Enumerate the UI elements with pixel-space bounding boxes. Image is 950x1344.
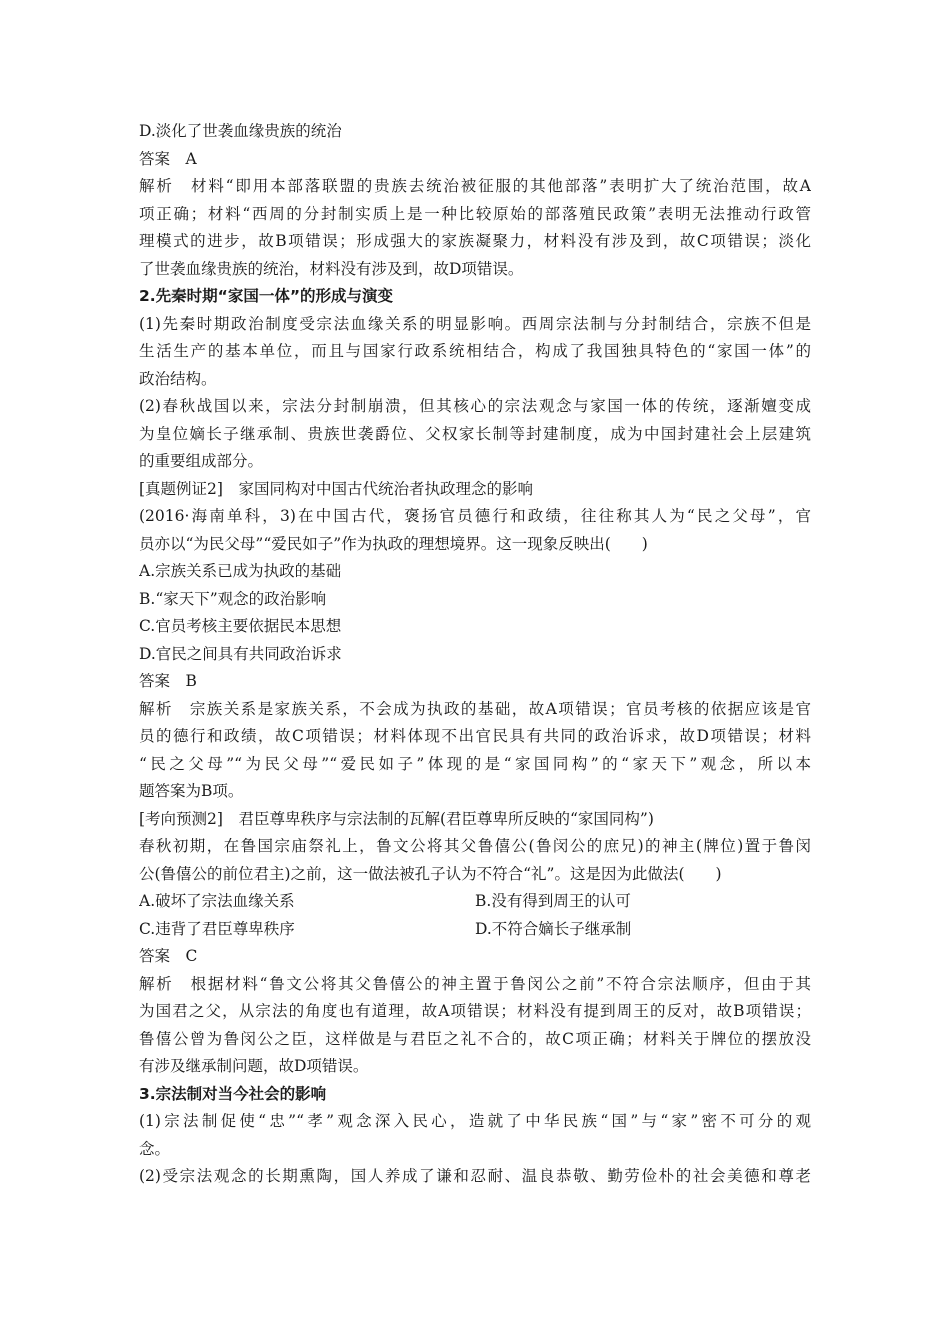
- section-heading: 2.先秦时期“家国一体”的形成与演变: [139, 287, 394, 305]
- document-page: [139, 118, 811, 1191]
- options-row: [139, 888, 811, 916]
- analysis-line: 有涉及继承制问题，故D项错误。: [139, 1057, 369, 1075]
- analysis-line: 解析 宗族关系是家族关系，不会成为执政的基础，故A项错误；官员考核的依据应该是官: [139, 699, 811, 718]
- analysis-line: 鲁僖公曾为鲁闵公之臣，这样做是与君臣之礼不合的，故C项正确；材料关于牌位的摆放没: [139, 1029, 811, 1048]
- answer: 答案 C: [139, 947, 198, 965]
- analysis-line: 为国君之父，从宗法的角度也有道理，故A项错误；材料没有提到周王的反对，故B项错误；: [139, 1002, 811, 1020]
- option-b: B.“家天下”观念的政治影响: [139, 589, 327, 608]
- analysis-line: 解析 材料“即用本部落联盟的贵族去统治被征服的其他部落”表明扩大了统治范围，故A: [139, 177, 811, 195]
- answer: 答案 B: [139, 672, 197, 690]
- option-a: A.宗族关系已成为执政的基础: [139, 562, 342, 580]
- analysis-line: 员的德行和政绩，故C项错误；材料体现不出官民具有共同的政治诉求，故D项错误；材料: [139, 727, 811, 745]
- option-d: D.官民之间具有共同政治诉求: [139, 644, 342, 663]
- question-stem: 公(鲁僖公的前位君主)之前，这一做法被孔子认为不符合“礼”。这是因为此做法( ): [139, 864, 722, 883]
- analysis-line: 了世袭血缘贵族的统治，材料没有涉及到，故D项错误。: [139, 259, 524, 278]
- paragraph-line: 念。: [139, 1139, 171, 1158]
- analysis-line: 题答案为B项。: [139, 782, 244, 800]
- question-tag: [考向预测2] 君臣尊卑秩序与宗法制的瓦解(君臣尊卑所反映的“家国同构”): [139, 809, 654, 828]
- analysis-line: 项正确；材料“西周的分封制实质上是一种比较原始的部落殖民政策”表明无法推动行政管: [139, 204, 811, 223]
- question-stem: (2016·海南单科，3)在中国古代，褒扬官员德行和政绩，往往称其人为“民之父母”，官: [139, 507, 811, 525]
- paragraph-line: 为皇位嫡长子继承制、贵族世袭爵位、父权家长制等封建制度，成为中国封建社会上层建筑: [139, 424, 811, 443]
- section-heading: 3.宗法制对当今社会的影响: [139, 1084, 327, 1103]
- paragraph-line: 政治结构。: [139, 369, 217, 388]
- analysis-line: “民之父母”“为民父母”“爱民如子”体现的是“家国同构”的“家天下”观念，所以本: [139, 754, 811, 773]
- paragraph-line: (2)春秋战国以来，宗法分封制崩溃，但其核心的宗法观念与家国一体的传统，逐渐嬗变成: [139, 397, 811, 415]
- question-stem: 员亦以“为民父母”“爱民如子”作为执政的理想境界。这一现象反映出( ): [139, 534, 648, 553]
- option-a: A.破坏了宗法血缘关系: [139, 892, 295, 910]
- paragraph-line: (1)先秦时期政治制度受宗法血缘关系的明显影响。西周宗法制与分封制结合，宗族不但是: [139, 314, 811, 333]
- paragraph-line: 生活生产的基本单位，而且与国家行政系统相结合，构成了我国独具特色的“家国一体”的: [139, 342, 811, 360]
- analysis-line: 解析 根据材料“鲁文公将其父鲁僖公的神主置于鲁闵公之前”不符合宗法顺序，但由于其: [139, 974, 811, 993]
- question-tag: [真题例证2] 家国同构对中国古代统治者执政理念的影响: [139, 479, 533, 498]
- answer: 答案 A: [139, 149, 197, 168]
- option-c: C.违背了君臣尊卑秩序: [139, 919, 295, 938]
- analysis-line: 理模式的进步，故B项错误；形成强大的家族凝聚力，材料没有涉及到，故C项错误；淡化: [139, 232, 811, 250]
- paragraph-line: (1)宗法制促使“忠”“孝”观念深入民心，造就了中华民族“国”与“家”密不可分的观: [139, 1112, 811, 1130]
- paragraph-line: (2)受宗法观念的长期熏陶，国人养成了谦和忍耐、温良恭敬、勤劳俭朴的社会美德和尊老: [139, 1167, 811, 1185]
- option-d: D.淡化了世袭血缘贵族的统治: [139, 122, 342, 140]
- option-b: B.没有得到周王的认可: [475, 892, 631, 910]
- option-c: C.官员考核主要依据民本思想: [139, 617, 342, 635]
- option-d: D.不符合嫡长子继承制: [475, 919, 632, 938]
- options-row: [139, 916, 811, 944]
- paragraph-line: 的重要组成部分。: [139, 452, 264, 470]
- question-stem: 春秋初期，在鲁国宗庙祭礼上，鲁文公将其父鲁僖公(鲁闵公的庶兄)的神主(牌位)置于鲁闵: [139, 837, 811, 855]
